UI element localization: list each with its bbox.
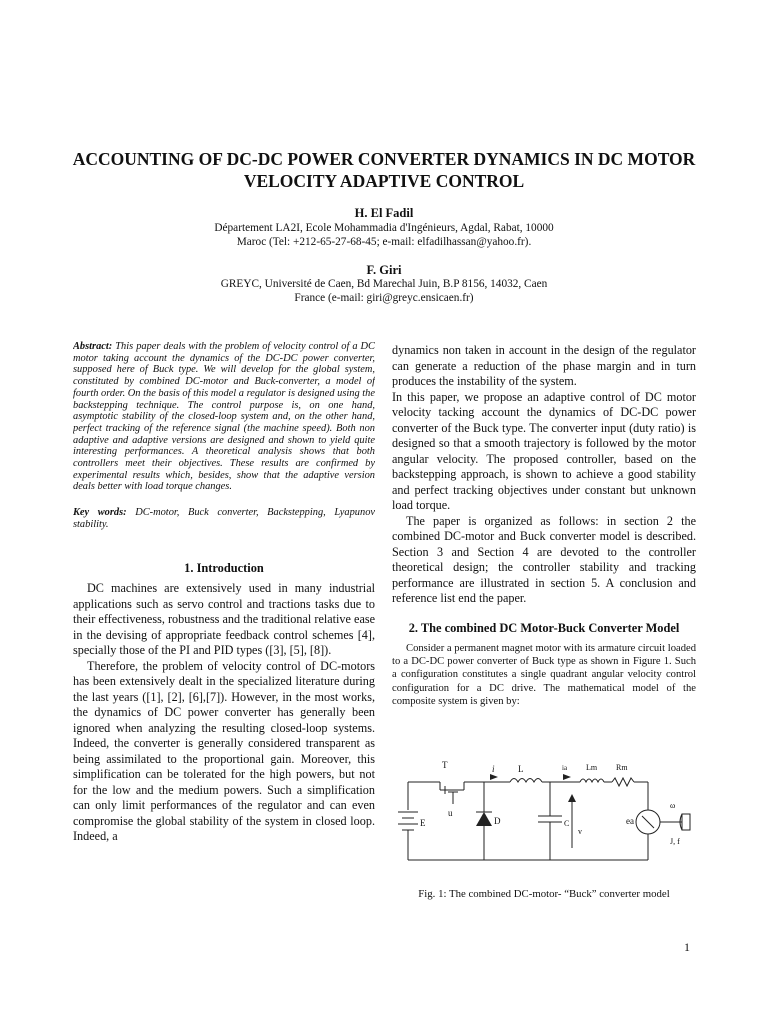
current-arrow: [490, 774, 498, 780]
abstract-text: This paper deals with the problem of velocity control of a DC motor taking account the dynamics of the DC-DC power converter, supposed here of Buck type. We will develop for the global system, constituted by combined DC-motor and Buck-converter, a model of fourth order. On the basis of this model a regulator is designed using the backstepping technique. The control purpose is, on one hand, asymptotic stability of the closed-loop system and, on the other hand, perfect tracking of the reference signal (the machine speed). Both non adaptive and adaptive versions are designed and shown to yield quite interesting performances. A theoretical analysis shows that both controllers meet their objectives. These results are confirmed by experimental results which, besides, show that the adaptive version deals better with load torque changes.: [73, 341, 375, 493]
section-heading-introduction: 1. Introduction: [184, 560, 264, 575]
intro-paragraph-1: DC machines are extensively used in many industrial applications such as servo control and tractions tasks due to their effectiveness, robustness and the traditional relative ease in the devising of appropriate feedback control schemes [4], specially those of the PI and PID types ([3], [5], [8]).: [73, 581, 375, 658]
author-name-1: H. El Fadil: [354, 206, 414, 220]
intro-paragraph-2: Therefore, the problem of velocity control of DC-motors has been extensively dealt in the specialized literature during the last years ([1], [2], [6],[7]). However, in the most works, the dynamics of DC power converter has generally been ignored when analyzing the resulting closed-loop systems. Indeed, the converter is generally considered transparent as being assimilated to the proportional gain. Moreover, this simplification can be tolerated for the high powers, but not for the low and the medium powers. Such a simplification can only limit performances of the regulator and can even compromise the global stability of the system in closed loop. Indeed, a: [73, 658, 375, 844]
label-i: i: [492, 764, 495, 774]
label-C: C: [564, 819, 570, 828]
keywords-label: Key words:: [73, 507, 127, 519]
model-paragraph-1: Consider a permanent magnet motor with its armature circuit loaded to a DC-DC power converter of Buck type as shown in Figure 1. Such a configuration constitutes a single quadrant angular velocity control configuration for a DC drive. The mathematical model of the composite system is given by:: [392, 643, 696, 707]
intro-paragraph-3: dynamics non taken in account in the design of the regulator can generate a reduction of the phase margin and in turn produces the instability of the system.: [392, 343, 696, 388]
label-E: E: [420, 818, 426, 828]
abstract-label: Abstract:: [73, 341, 113, 352]
label-ea: ea: [626, 816, 634, 826]
affiliation-line: GREYC, Université de Caen, Bd Marechal Juin, B.P 8156, 14032, Caen: [220, 278, 548, 290]
label-u: u: [448, 808, 453, 818]
intro-paragraph-5: The paper is organized as follows: in section 2 the combined DC-motor and Buck converter model is described. Section 3 and Section 4 are devoted to the controller theoretical design; the controller stability and tracking performance are illustrated in section 5. A conclusion and reference list end the paper.: [392, 513, 696, 605]
left-column: [73, 341, 375, 845]
author-affiliation-2: [150, 277, 618, 305]
label-D: D: [494, 816, 501, 826]
intro-paragraph-4: In this paper, we propose an adaptive control of DC motor velocity tacking account the dynamics of DC-DC power converter of the Buck type. The converter input (duty ratio) is designed so that a smooth trajectory is followed by the motor angular velocity. The proposed controller, based on the backstepping approach, is shown to achieve a good stability and perfect tracking objectives under constant but unknown load torque.: [392, 389, 696, 512]
affiliation-line: France (e-mail: giri@greyc.ensicaen.fr): [294, 292, 474, 304]
keywords: [73, 507, 375, 531]
circuit-diagram: [398, 752, 696, 884]
abstract: [73, 341, 375, 493]
keywords-text: DC-motor, Buck converter, Backstepping, Lyapunov stability.: [73, 507, 375, 530]
right-column: [392, 343, 696, 708]
label-v: v: [578, 827, 582, 836]
label-Rm: Rm: [616, 763, 628, 772]
label-ia: ia: [562, 764, 568, 772]
label-T: T: [442, 760, 448, 770]
figure-caption: Fig. 1: The combined DC-motor- “Buck” converter model: [418, 888, 670, 900]
page-number: 1: [684, 940, 690, 954]
current-arrow-ia: [563, 774, 571, 780]
author-name-2: F. Giri: [366, 263, 402, 277]
voltage-arrow: [568, 794, 576, 802]
author-affiliation-1: [150, 221, 618, 249]
paper-title: ACCOUNTING OF DC-DC POWER CONVERTER DYNAMICS IN DC MOTOR VELOCITY ADAPTIVE CONTROL: [72, 149, 696, 191]
affiliation-line: Maroc (Tel: +212-65-27-68-45; e-mail: elfadilhassan@yahoo.fr).: [236, 236, 532, 248]
section-heading-model: 2. The combined DC Motor-Buck Converter Model: [408, 620, 680, 635]
affiliation-line: Département LA2I, Ecole Mohammadia d'Ingénieurs, Agdal, Rabat, 10000: [214, 222, 554, 234]
label-Lm: Lm: [586, 763, 598, 772]
diode-symbol: [476, 812, 492, 826]
label-omega: ω: [670, 801, 676, 810]
label-J: J, f: [670, 837, 680, 846]
label-L: L: [518, 764, 524, 774]
